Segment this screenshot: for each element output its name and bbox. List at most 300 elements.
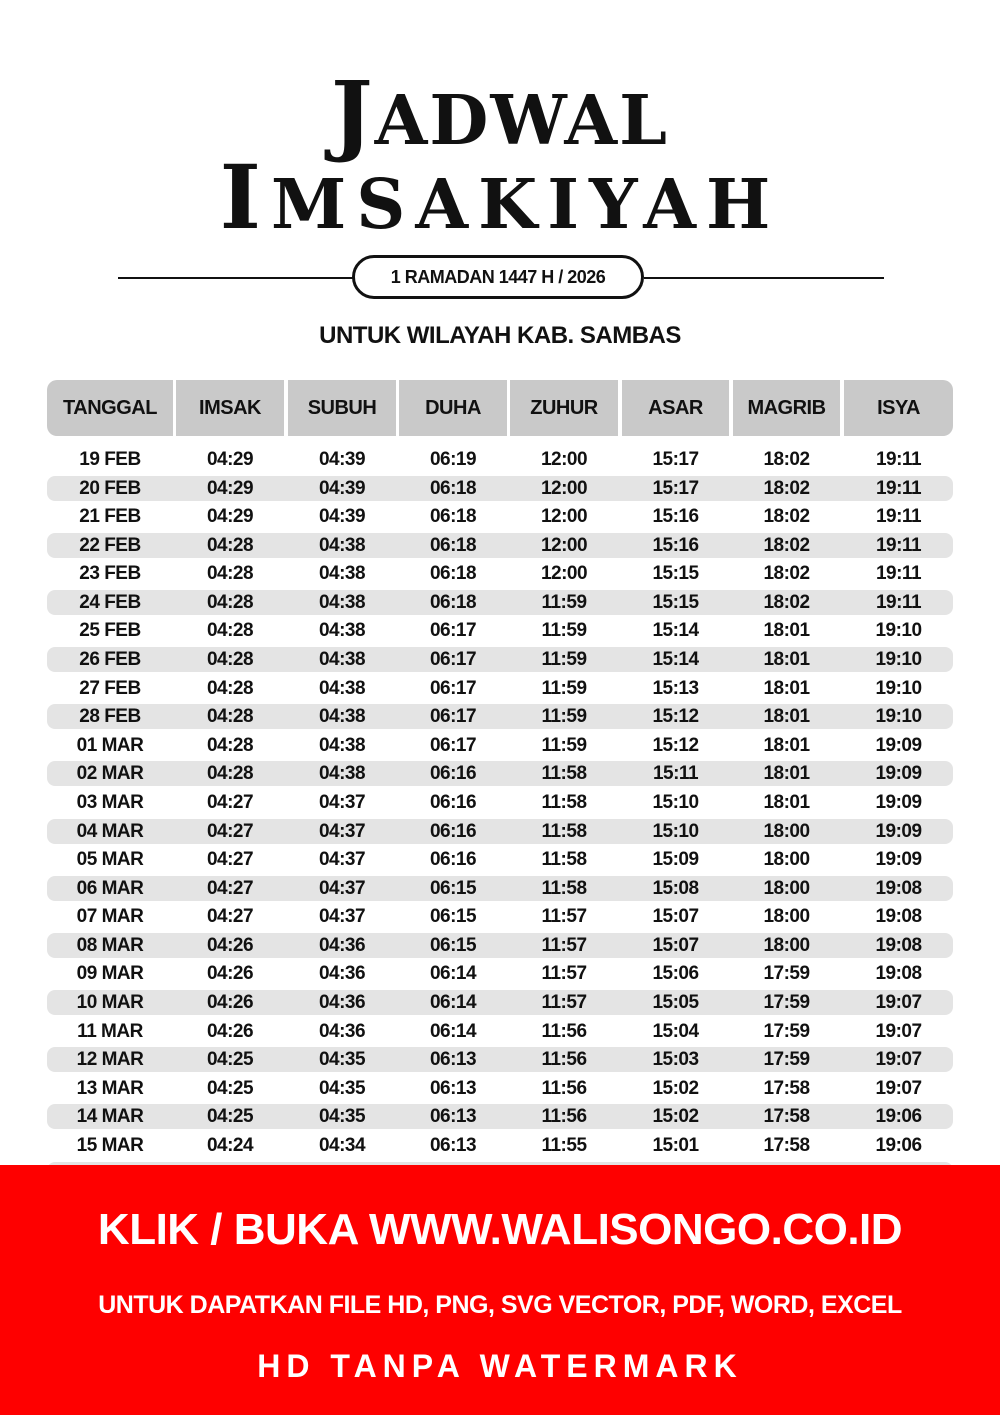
cell-duha [399, 647, 507, 672]
cell-imsak [176, 733, 284, 758]
cell-value: 04:38 [318, 591, 366, 613]
cell-value: 18:00 [763, 877, 810, 899]
cell-subuh [288, 761, 396, 786]
cell-isya [844, 561, 953, 586]
cell-value: 15:04 [652, 1020, 699, 1042]
cell-value: 11:58 [541, 849, 587, 871]
cell-value: 11:59 [541, 591, 587, 613]
cell-zuhur [510, 933, 618, 958]
cell-value: 04:28 [206, 649, 254, 671]
cell-value: 25 FEB [79, 620, 141, 642]
cell-imsak [176, 1133, 284, 1158]
table-row [47, 761, 953, 786]
cell-value: 04:37 [318, 906, 366, 928]
cell-value: 19:10 [875, 649, 922, 671]
cell-zuhur [510, 476, 618, 501]
table-row [47, 704, 953, 729]
cell-value: 04:27 [206, 791, 254, 813]
cell-value: 15:15 [652, 563, 699, 585]
cell-value: 18:00 [763, 934, 810, 956]
cell-value: 06:17 [429, 734, 477, 756]
cell-value: 06:16 [429, 791, 477, 813]
cell-value: 11:59 [541, 649, 587, 671]
cell-tanggal [47, 476, 173, 501]
cell-duha [399, 847, 507, 872]
cell-value: 04:34 [318, 1134, 366, 1156]
cell-value: 11:58 [541, 763, 587, 785]
cell-imsak [176, 761, 284, 786]
cell-value: 23 FEB [79, 563, 141, 585]
cell-tanggal [47, 504, 173, 529]
cell-imsak [176, 504, 284, 529]
cell-duha [399, 447, 507, 472]
table-row [47, 961, 953, 986]
cell-imsak [176, 590, 284, 615]
cell-value: 15:10 [652, 791, 699, 813]
cell-isya [844, 590, 953, 615]
cell-value: 11:56 [541, 1049, 587, 1071]
cell-subuh [288, 1104, 396, 1129]
cell-value: 04:26 [206, 1020, 254, 1042]
cell-value: 06:14 [429, 992, 477, 1014]
cell-value: 04:38 [318, 620, 366, 642]
cell-isya [844, 1047, 953, 1072]
cell-value: 11:59 [541, 620, 587, 642]
cell-value: 19:06 [875, 1134, 922, 1156]
divider-right [644, 277, 884, 279]
cell-value: 19:08 [875, 877, 922, 899]
column-header-label: ZUHUR [530, 396, 598, 419]
region-text: UNTUK WILAYAH KAB. SAMBAS [319, 322, 681, 349]
cell-asar [622, 704, 729, 729]
cell-zuhur [510, 1133, 618, 1158]
cell-magrib [733, 1019, 840, 1044]
cell-value: 12 MAR [76, 1049, 144, 1071]
cell-value: 15:16 [652, 534, 699, 556]
cell-subuh [288, 676, 396, 701]
cell-value: 15:06 [652, 963, 699, 985]
cell-value: 11:57 [541, 906, 587, 928]
cell-imsak [176, 1047, 284, 1072]
cell-value: 04:29 [206, 449, 254, 470]
cell-value: 15 MAR [76, 1134, 144, 1156]
table-row [47, 1019, 953, 1044]
cell-value: 24 FEB [79, 591, 141, 613]
cell-value: 19:07 [875, 992, 922, 1014]
cell-tanggal [47, 1076, 173, 1101]
cell-value: 09 MAR [76, 963, 144, 985]
cell-asar [622, 504, 729, 529]
banner-line-1[interactable] [0, 1195, 1000, 1265]
cell-imsak [176, 1104, 284, 1129]
cell-value: 06:13 [429, 1049, 477, 1071]
cell-value: 04:29 [206, 506, 254, 528]
cell-asar [622, 1104, 729, 1129]
cell-imsak [176, 961, 284, 986]
cell-imsak [176, 990, 284, 1015]
title-word-imsakiyah [220, 145, 780, 249]
cell-duha [399, 904, 507, 929]
cell-subuh [288, 1047, 396, 1072]
cell-zuhur [510, 504, 618, 529]
cell-value: 02 MAR [76, 763, 144, 785]
cell-subuh [288, 904, 396, 929]
cell-value: 03 MAR [76, 791, 144, 813]
cell-value: 18:01 [763, 649, 810, 671]
cell-value: 18:02 [763, 534, 810, 556]
cell-value: 04:28 [206, 763, 254, 785]
column-header-label: MAGRIB [747, 396, 826, 419]
cell-imsak [176, 561, 284, 586]
cell-value: 04:28 [206, 591, 254, 613]
cell-value: 04:27 [206, 849, 254, 871]
cell-value: 04:36 [318, 1020, 366, 1042]
cell-zuhur [510, 1104, 618, 1129]
cell-value: 18:02 [763, 449, 810, 470]
cell-value: 19:09 [875, 820, 922, 842]
cell-isya [844, 533, 953, 558]
cell-duha [399, 590, 507, 615]
cell-zuhur [510, 1019, 618, 1044]
cell-tanggal [47, 761, 173, 786]
cell-imsak [176, 790, 284, 815]
cell-magrib [733, 819, 840, 844]
subtitle-badge [352, 255, 644, 299]
cell-value: 19 FEB [79, 449, 141, 470]
cell-value: 04:26 [206, 963, 254, 985]
cell-value: 10 MAR [76, 992, 144, 1014]
cell-magrib [733, 504, 840, 529]
cell-asar [622, 847, 729, 872]
cell-tanggal [47, 704, 173, 729]
table-row [47, 647, 953, 672]
cell-value: 11:57 [541, 992, 587, 1014]
cell-duha [399, 533, 507, 558]
cell-tanggal [47, 790, 173, 815]
cell-isya [844, 876, 953, 901]
cell-isya [844, 618, 953, 643]
cell-value: 12:00 [540, 534, 588, 556]
cell-asar [622, 819, 729, 844]
cell-zuhur [510, 961, 618, 986]
table-row [47, 819, 953, 844]
title-initial: I [219, 145, 271, 249]
cell-value: 04:37 [318, 877, 366, 899]
cell-value: 12:00 [540, 449, 588, 470]
cell-value: 04:38 [318, 706, 366, 728]
cell-value: 04:38 [318, 534, 366, 556]
cell-value: 17:59 [763, 963, 810, 985]
table-row [47, 504, 953, 529]
cell-magrib [733, 847, 840, 872]
cell-value: 15:17 [652, 449, 699, 470]
cell-value: 12:00 [540, 563, 588, 585]
cell-value: 19:11 [875, 449, 922, 470]
cell-value: 04:24 [206, 1134, 254, 1156]
table-row [47, 476, 953, 501]
cell-value: 06:16 [429, 849, 477, 871]
cell-magrib [733, 676, 840, 701]
cell-value: 04:26 [206, 992, 254, 1014]
cell-tanggal [47, 1019, 173, 1044]
cell-value: 06:16 [429, 763, 477, 785]
cell-subuh [288, 447, 396, 472]
cell-value: 19:07 [875, 1049, 922, 1071]
cell-imsak [176, 819, 284, 844]
cell-value: 11:56 [541, 1106, 587, 1128]
cell-value: 15:16 [652, 506, 699, 528]
cell-magrib [733, 733, 840, 758]
cell-asar [622, 647, 729, 672]
cell-imsak [176, 676, 284, 701]
cell-zuhur [510, 590, 618, 615]
cell-value: 07 MAR [76, 906, 144, 928]
cell-value: 12:00 [540, 506, 588, 528]
cell-value: 19:09 [875, 849, 922, 871]
cell-value: 15:12 [652, 734, 699, 756]
cell-value: 04:37 [318, 849, 366, 871]
cell-value: 18:00 [763, 849, 810, 871]
cell-asar [622, 618, 729, 643]
cell-tanggal [47, 990, 173, 1015]
cell-imsak [176, 447, 284, 472]
cell-value: 17:58 [763, 1106, 810, 1128]
cell-magrib [733, 990, 840, 1015]
title-line-2 [0, 145, 1000, 250]
cell-value: 11:59 [541, 706, 587, 728]
cell-magrib [733, 590, 840, 615]
cell-asar [622, 533, 729, 558]
cell-value: 05 MAR [76, 849, 144, 871]
cell-subuh [288, 733, 396, 758]
cell-value: 11:55 [541, 1134, 587, 1156]
cell-value: 04:39 [318, 477, 366, 499]
cell-isya [844, 819, 953, 844]
cell-duha [399, 618, 507, 643]
cell-value: 27 FEB [79, 677, 141, 699]
cell-subuh [288, 1133, 396, 1158]
cell-tanggal [47, 876, 173, 901]
cell-value: 04:28 [206, 620, 254, 642]
column-header-subuh [288, 380, 396, 436]
cell-value: 19:11 [875, 506, 922, 528]
cell-isya [844, 847, 953, 872]
cell-value: 18:01 [763, 677, 810, 699]
cell-value: 19:10 [875, 706, 922, 728]
cell-value: 06:15 [429, 934, 477, 956]
cell-value: 06:17 [429, 677, 477, 699]
cell-subuh [288, 561, 396, 586]
cell-value: 04:28 [206, 734, 254, 756]
cell-value: 19:08 [875, 906, 922, 928]
table-row [47, 561, 953, 586]
cell-imsak [176, 704, 284, 729]
cell-tanggal [47, 904, 173, 929]
cell-value: 11:58 [541, 877, 587, 899]
cell-zuhur [510, 761, 618, 786]
cell-tanggal [47, 819, 173, 844]
cell-magrib [733, 1076, 840, 1101]
column-header-tanggal [47, 380, 173, 436]
promo-banner[interactable] [0, 1165, 1000, 1415]
cell-tanggal [47, 847, 173, 872]
table-row [47, 990, 953, 1015]
cell-value: 06 MAR [76, 877, 144, 899]
cell-value: 18:01 [763, 734, 810, 756]
cell-value: 15:14 [652, 649, 699, 671]
table-row [47, 676, 953, 701]
cell-value: 19:10 [875, 620, 922, 642]
cell-isya [844, 704, 953, 729]
cell-value: 06:14 [429, 963, 477, 985]
cell-zuhur [510, 1076, 618, 1101]
cell-value: 04:28 [206, 563, 254, 585]
cell-magrib [733, 1047, 840, 1072]
cell-tanggal [47, 561, 173, 586]
cell-tanggal [47, 933, 173, 958]
cell-tanggal [47, 1104, 173, 1129]
cell-magrib [733, 1133, 840, 1158]
cell-zuhur [510, 847, 618, 872]
cell-isya [844, 904, 953, 929]
cell-tanggal [47, 447, 173, 472]
cell-zuhur [510, 790, 618, 815]
cell-zuhur [510, 733, 618, 758]
cell-value: 06:15 [429, 906, 477, 928]
title-rest: MSAKIYAH [270, 165, 781, 245]
cell-isya [844, 790, 953, 815]
table-row [47, 847, 953, 872]
cell-zuhur [510, 704, 618, 729]
cell-value: 13 MAR [76, 1077, 144, 1099]
cell-duha [399, 819, 507, 844]
cell-value: 19:09 [875, 791, 922, 813]
cell-value: 04:36 [318, 963, 366, 985]
cell-subuh [288, 590, 396, 615]
cell-value: 04:38 [318, 763, 366, 785]
cell-magrib [733, 618, 840, 643]
cell-subuh [288, 933, 396, 958]
table-row [47, 790, 953, 815]
cell-isya [844, 1133, 953, 1158]
cell-duha [399, 1104, 507, 1129]
cell-zuhur [510, 647, 618, 672]
cell-asar [622, 1133, 729, 1158]
banner-link-text[interactable]: KLIK / BUKA WWW.WALISONGO.CO.ID [97, 1205, 903, 1254]
cell-value: 04:35 [318, 1049, 366, 1071]
cell-value: 04:37 [318, 791, 366, 813]
cell-asar [622, 1076, 729, 1101]
cell-duha [399, 1076, 507, 1101]
cell-value: 11:58 [541, 820, 587, 842]
cell-asar [622, 590, 729, 615]
cell-value: 15:09 [652, 849, 699, 871]
cell-value: 19:08 [875, 963, 922, 985]
cell-value: 19:09 [875, 763, 922, 785]
cell-value: 18:01 [763, 791, 810, 813]
cell-isya [844, 933, 953, 958]
cell-value: 04:38 [318, 563, 366, 585]
cell-value: 04:39 [318, 506, 366, 528]
cell-asar [622, 676, 729, 701]
cell-value: 15:15 [652, 591, 699, 613]
cell-value: 15:01 [652, 1134, 699, 1156]
cell-value: 15:05 [652, 992, 699, 1014]
cell-value: 15:03 [652, 1049, 699, 1071]
cell-value: 04 MAR [76, 820, 144, 842]
cell-duha [399, 961, 507, 986]
column-header-label: IMSAK [199, 396, 261, 419]
cell-value: 19:06 [875, 1106, 922, 1128]
cell-asar [622, 904, 729, 929]
cell-value: 04:27 [206, 820, 254, 842]
divider-left [118, 277, 354, 279]
title-initial: J [331, 61, 375, 165]
cell-value: 04:29 [206, 477, 254, 499]
cell-isya [844, 447, 953, 472]
cell-value: 19:10 [875, 677, 922, 699]
cell-value: 19:07 [875, 1020, 922, 1042]
cell-value: 15:14 [652, 620, 699, 642]
cell-subuh [288, 847, 396, 872]
cell-value: 15:12 [652, 706, 699, 728]
cell-subuh [288, 618, 396, 643]
cell-value: 18:00 [763, 820, 810, 842]
cell-imsak [176, 533, 284, 558]
cell-value: 18:02 [763, 591, 810, 613]
cell-value: 06:15 [429, 877, 477, 899]
column-header-isya [844, 380, 953, 436]
cell-tanggal [47, 618, 173, 643]
cell-value: 15:02 [652, 1106, 699, 1128]
column-header-label: TANGGAL [63, 396, 157, 419]
column-header-imsak [176, 380, 284, 436]
cell-duha [399, 704, 507, 729]
cell-subuh [288, 1019, 396, 1044]
cell-isya [844, 647, 953, 672]
cell-zuhur [510, 1047, 618, 1072]
cell-isya [844, 733, 953, 758]
cell-value: 11:57 [541, 934, 587, 956]
cell-value: 17:58 [763, 1134, 810, 1156]
cell-duha [399, 1047, 507, 1072]
cell-isya [844, 676, 953, 701]
cell-value: 04:35 [318, 1077, 366, 1099]
cell-imsak [176, 476, 284, 501]
cell-duha [399, 990, 507, 1015]
cell-value: 06:13 [429, 1077, 477, 1099]
cell-subuh [288, 504, 396, 529]
table-row [47, 533, 953, 558]
cell-magrib [733, 447, 840, 472]
cell-zuhur [510, 447, 618, 472]
cell-zuhur [510, 676, 618, 701]
cell-magrib [733, 704, 840, 729]
cell-isya [844, 761, 953, 786]
column-header-duha [399, 380, 507, 436]
cell-magrib [733, 790, 840, 815]
region-label [0, 322, 1000, 350]
cell-tanggal [47, 961, 173, 986]
cell-value: 11:56 [541, 1020, 587, 1042]
cell-value: 04:36 [318, 934, 366, 956]
cell-value: 11:59 [541, 677, 587, 699]
cell-zuhur [510, 990, 618, 1015]
cell-value: 17:58 [763, 1077, 810, 1099]
cell-value: 04:36 [318, 992, 366, 1014]
column-header-magrib [733, 380, 840, 436]
cell-value: 06:17 [429, 649, 477, 671]
